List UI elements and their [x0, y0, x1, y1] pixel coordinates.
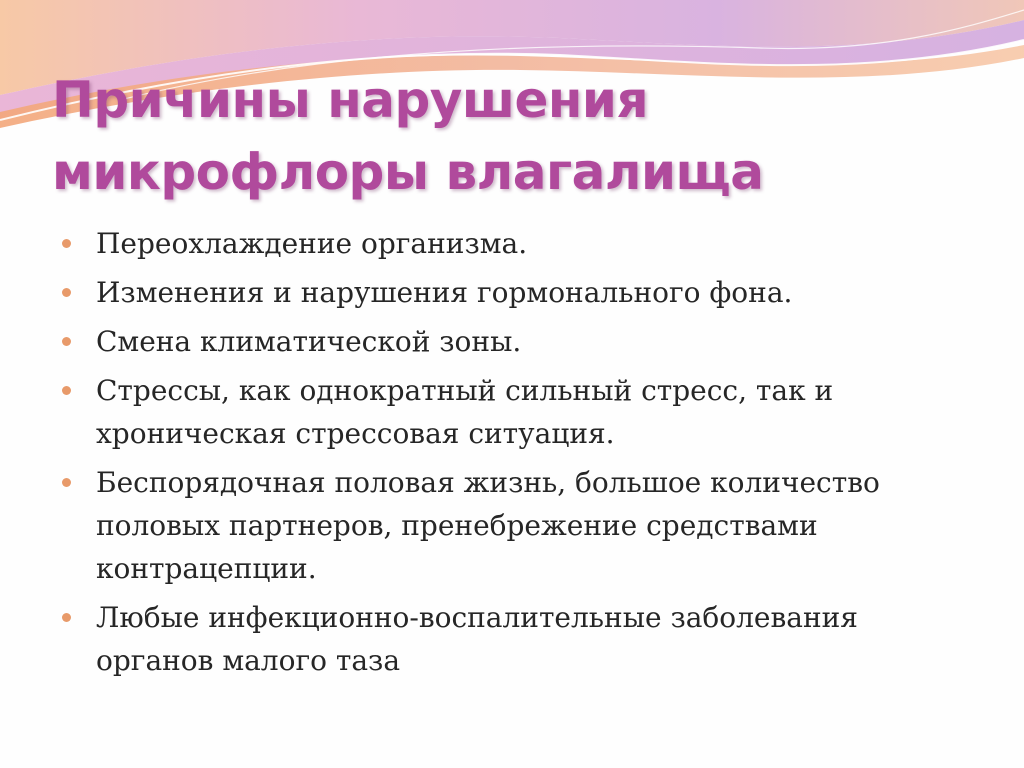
bullet-text: Стрессы, как однократный сильный стресс, так и хроническая стрессовая ситуация. — [96, 374, 834, 450]
bullet-text: Любые инфекционно-воспалительные заболевания органов малого таза — [96, 601, 858, 677]
bullet-item — [62, 222, 962, 265]
bullet-dot-icon — [62, 239, 71, 248]
bullet-list — [62, 222, 962, 688]
bullet-dot-icon — [62, 478, 71, 487]
slide-title — [52, 64, 952, 208]
bullet-text: Беспорядочная половая жизнь, большое количество половых партнеров, пренебрежение средствами контрацепции. — [96, 466, 880, 585]
bullet-text: Переохлаждение организма. — [96, 227, 528, 260]
slide-title-line-2: микрофлоры влагалища — [52, 143, 764, 201]
bullet-item — [62, 596, 962, 682]
bullet-dot-icon — [62, 386, 71, 395]
slide-title-line-1: Причины нарушения — [52, 71, 649, 129]
bullet-text: Изменения и нарушения гормонального фона. — [96, 276, 793, 309]
bullet-dot-icon — [62, 337, 71, 346]
bullet-dot-icon — [62, 613, 71, 622]
bullet-item — [62, 369, 962, 455]
bullet-item — [62, 461, 962, 590]
bullet-text: Смена климатической зоны. — [96, 325, 522, 358]
bullet-item — [62, 320, 962, 363]
bullet-item — [62, 271, 962, 314]
bullet-dot-icon — [62, 288, 71, 297]
